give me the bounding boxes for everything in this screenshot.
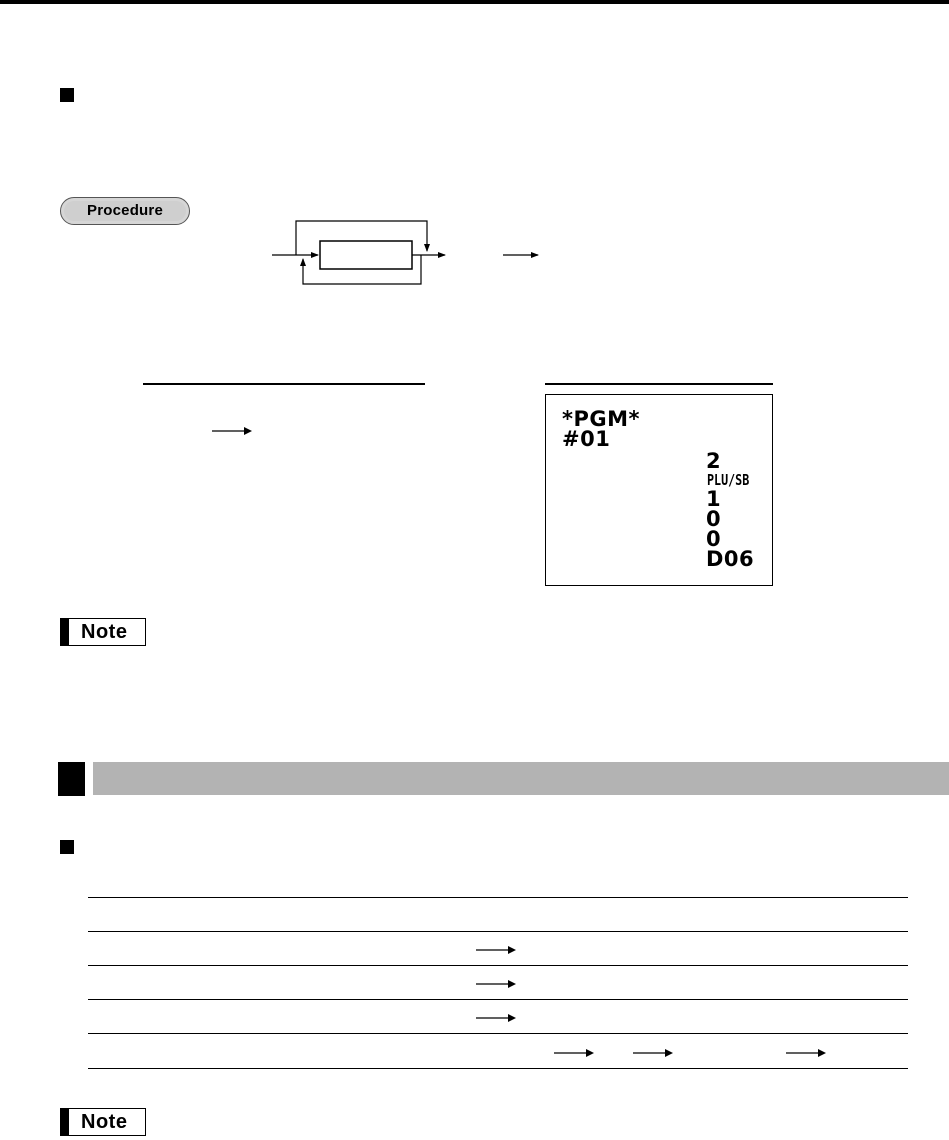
key-operation-rule xyxy=(143,383,425,385)
table-rule-top xyxy=(88,897,908,898)
subsection-marker-2 xyxy=(60,840,74,854)
receipt-value-3: 1 xyxy=(706,487,722,511)
receipt-value-6: D06 xyxy=(706,547,755,571)
note-bar xyxy=(61,1109,69,1135)
procedure-flow-diagram xyxy=(270,218,560,290)
procedure-badge xyxy=(60,197,190,225)
table-rule xyxy=(88,1033,908,1034)
note-badge xyxy=(60,618,146,646)
section-heading-band xyxy=(93,762,949,795)
receipt-value-4: 0 xyxy=(706,507,722,531)
example-arrow xyxy=(212,426,252,436)
note-bar xyxy=(61,619,69,645)
note-label: Note xyxy=(81,621,128,643)
table-arrow xyxy=(476,979,516,989)
table-rule-bottom xyxy=(88,1068,908,1069)
table-arrow xyxy=(476,945,516,955)
top-rule xyxy=(0,0,949,4)
table-arrow xyxy=(554,1048,594,1058)
receipt-number: #01 xyxy=(562,427,611,451)
table-arrow xyxy=(633,1048,673,1058)
receipt-value-2: PLU/SB xyxy=(707,471,750,489)
table-arrow xyxy=(476,1013,516,1023)
note-badge xyxy=(60,1108,146,1136)
table-rule xyxy=(88,931,908,932)
note-label: Note xyxy=(81,1111,128,1133)
table-rule xyxy=(88,999,908,1000)
table-rule xyxy=(88,965,908,966)
receipt-print xyxy=(545,394,773,586)
receipt-value-1: 2 xyxy=(706,449,722,473)
print-rule xyxy=(545,383,773,385)
receipt-value-5: 0 xyxy=(706,527,722,551)
procedure-label: Procedure xyxy=(87,202,163,219)
subsection-marker xyxy=(60,88,74,102)
receipt-mode: *PGM* xyxy=(562,407,640,431)
table-arrow xyxy=(786,1048,826,1058)
section-number-block xyxy=(58,762,85,796)
flow-box xyxy=(320,241,412,269)
